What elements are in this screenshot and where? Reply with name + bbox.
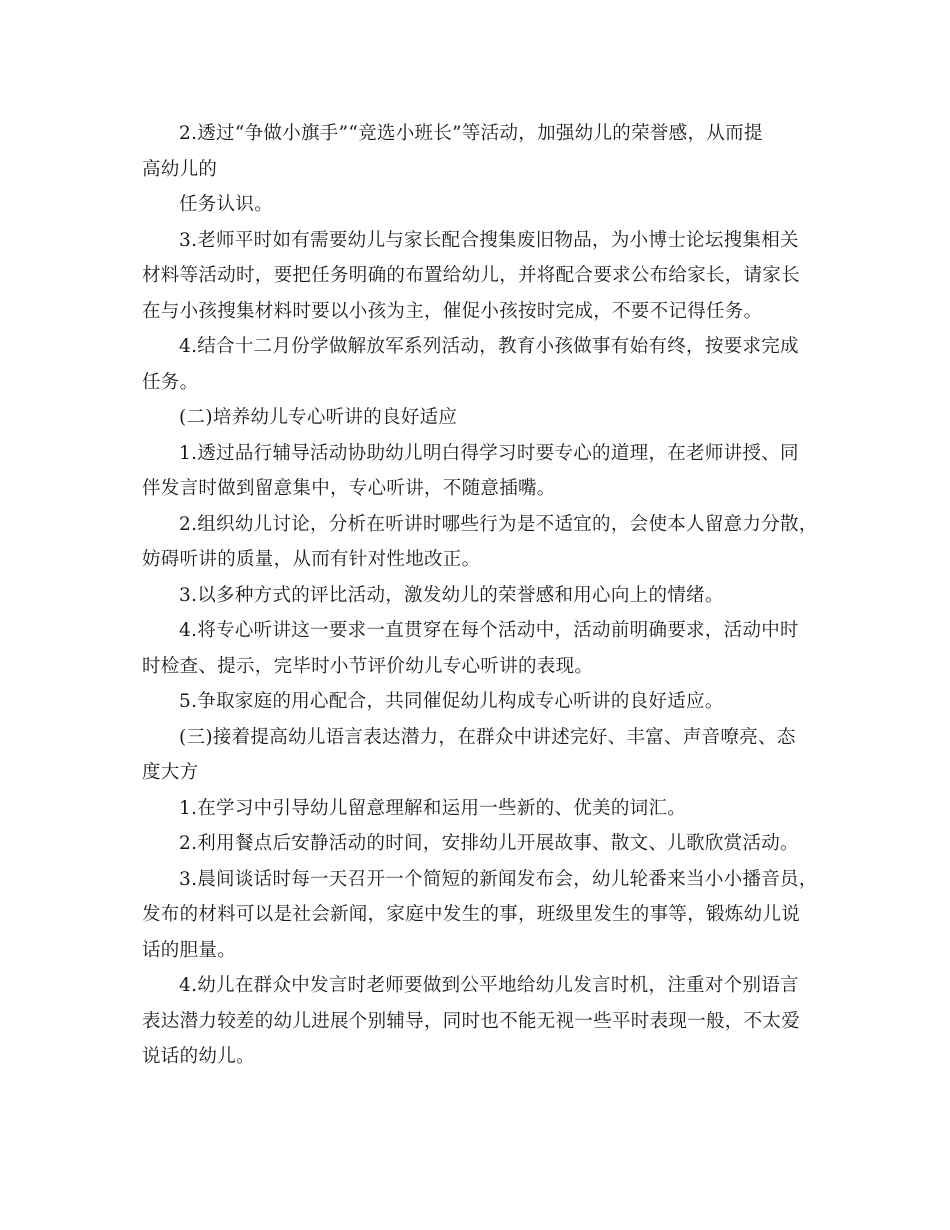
text-line: 发布的材料可以是社会新闻，家庭中发生的事，班级里发生的事等，锻炼幼儿说: [142, 904, 801, 925]
text-line: 时检查、提示，完毕时小节评价幼儿专心听讲的表现。: [142, 655, 594, 677]
paragraph-15: [142, 968, 802, 1075]
paragraph-7: [142, 507, 818, 578]
text-line: 话的胆量。: [142, 939, 237, 961]
text-line: 4.将专心听讲这一要求一直贯穿在每个活动中，活动前明确要求，活动中时: [179, 620, 799, 641]
paragraph-8: [142, 578, 802, 614]
text-line: 4.结合十二月份学做解放军系列活动，教育小孩做事有始有终，按要求完成: [179, 336, 799, 357]
paragraph-1: [142, 116, 802, 187]
text-line: 高幼儿的: [142, 158, 218, 180]
text-line: 妨碍听讲的质量，从而有针对性地改正。: [142, 549, 481, 570]
paragraph-6: [142, 436, 802, 507]
text-line: 表达潜力较差的幼儿进展个别辅导，同时也不能无视一些平时表现一般，不太爱: [142, 1010, 801, 1032]
section-heading: (二)培养幼儿专心听讲的良好适应: [179, 407, 458, 428]
paragraph-4: [142, 329, 802, 400]
text-line: 任务认识。: [179, 194, 274, 215]
text-line: 2.利用餐点后安静活动的时间，安排幼儿开展故事、散文、儿歌欣赏活动。: [179, 833, 799, 854]
paragraph-9: [142, 613, 802, 684]
text-line: 3.老师平时如有需要幼儿与家长配合搜集废旧物品，为小博士论坛搜集相关: [179, 229, 799, 251]
paragraph-13: [142, 826, 802, 862]
section-heading: 度大方: [142, 762, 199, 783]
paragraph-12: [142, 791, 802, 827]
section-heading: (三)接着提高幼儿语言表达潜力，在群众中讲述完好、丰富、声音嘹亮、态: [179, 726, 796, 748]
text-line: 任务。: [142, 371, 199, 393]
section-heading-3: [142, 720, 802, 791]
text-line: 伴发言时做到留意集中，专心听讲，不随意插嘴。: [142, 478, 556, 499]
paragraph-10: [142, 684, 802, 720]
text-line: 3.晨间谈话时每一天召开一个简短的新闻发布会，幼儿轮番来当小小播音员，: [179, 868, 818, 890]
text-line: 2.组织幼儿讨论，分析在听讲时哪些行为是不适宜的，会使本人留意力分散，: [179, 513, 818, 535]
paragraph-2: [142, 187, 802, 223]
text-line: 在与小孩搜集材料时要以小孩为主，催促小孩按时完成，不要不记得任务。: [142, 300, 763, 322]
text-line: 1.在学习中引导幼儿留意理解和运用一些新的、优美的词汇。: [179, 797, 687, 819]
text-line: 3.以多种方式的评比活动，激发幼儿的荣誉感和用心向上的情绪。: [179, 584, 724, 606]
text-line: 说话的幼儿。: [142, 1046, 255, 1067]
paragraph-3: [142, 223, 802, 330]
document-body: [142, 116, 818, 1075]
text-line: 4.幼儿在群众中发言时老师要做到公平地给幼儿发言时机，注重对个别语言: [179, 975, 799, 996]
text-line: 2.透过“争做小旗手”“竞选小班长”等活动，加强幼儿的荣誉感，从而提: [179, 123, 763, 144]
text-line: 5.争取家庭的用心配合，共同催促幼儿构成专心听讲的良好适应。: [179, 691, 724, 712]
text-line: 1.透过品行辅导活动协助幼儿明白得学习时要专心的道理，在老师讲授、同: [179, 442, 799, 464]
section-heading-2: [142, 400, 802, 436]
text-line: 材料等活动时，要把任务明确的布置给幼儿，并将配合要求公布给家长，请家长: [142, 265, 801, 286]
paragraph-14: [142, 862, 818, 969]
